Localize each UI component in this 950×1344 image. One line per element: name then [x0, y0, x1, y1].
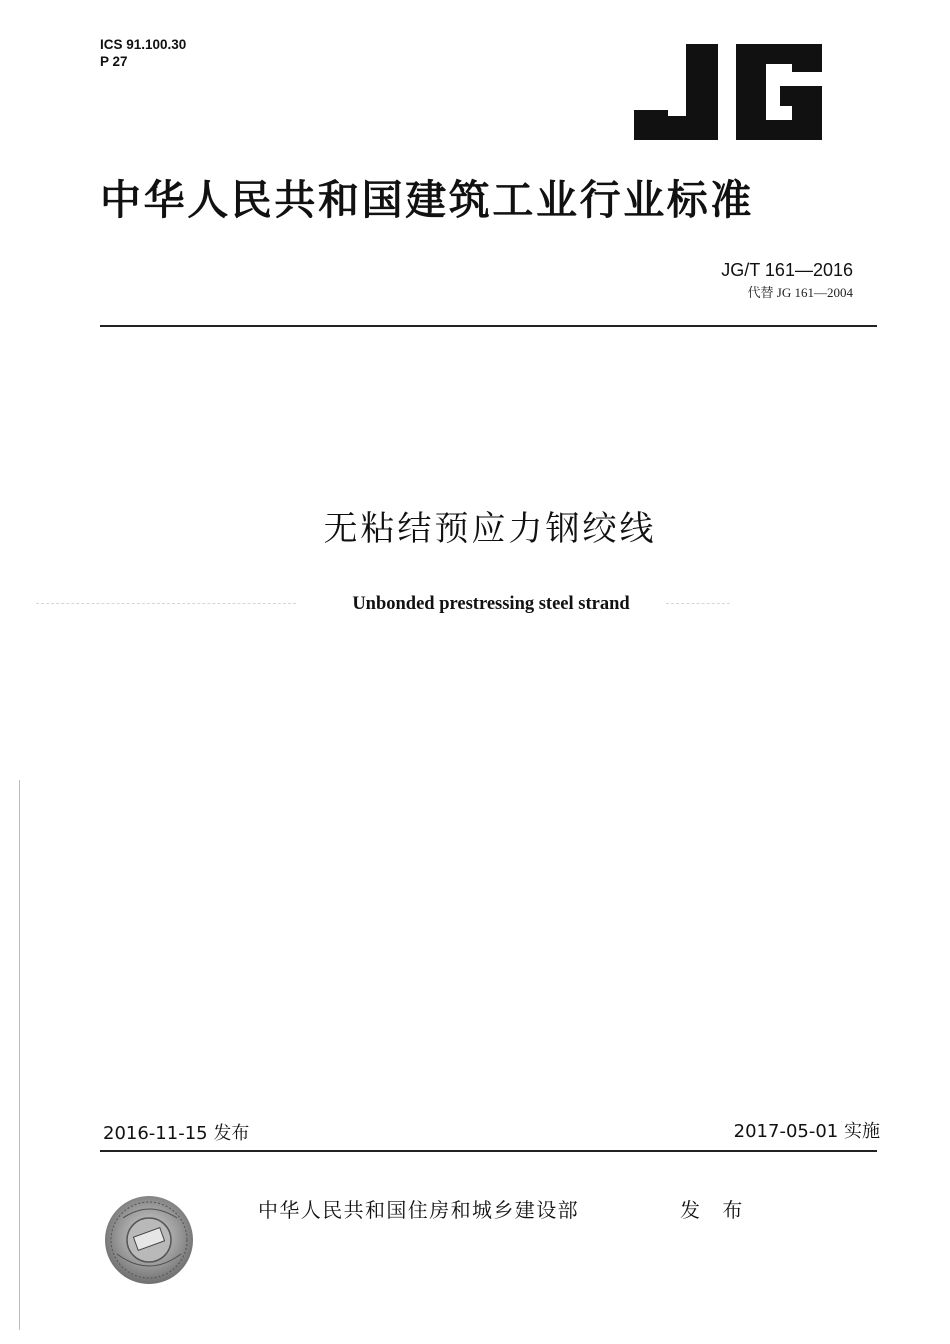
publish-action-label: 发 布	[680, 1198, 751, 1222]
standard-number: JG/T 161—2016	[721, 260, 853, 280]
ccs-code: P 27	[100, 54, 128, 69]
scan-page-edge	[19, 780, 20, 1330]
replaces-standard: 代替 JG 161—2004	[747, 285, 853, 300]
publisher-name: 中华人民共和国住房和城乡建设部	[258, 1198, 579, 1222]
header-divider	[100, 325, 877, 327]
seal-icon	[103, 1194, 195, 1286]
implementation-date: 2017-05-01 实施	[733, 1121, 880, 1142]
jg-logo	[634, 44, 824, 140]
ics-code: ICS 91.100.30	[100, 37, 187, 52]
classification-codes	[100, 36, 186, 70]
issue-date: 2016-11-15 发布	[103, 1123, 250, 1144]
jg-logo-graphic	[634, 44, 824, 140]
certification-seal	[103, 1194, 195, 1286]
document-title-english: Unbonded prestressing steel strand	[352, 594, 630, 614]
footer-divider	[100, 1150, 877, 1152]
standard-category-title: 中华人民共和国建筑工业行业标准	[100, 176, 754, 224]
document-title-chinese: 无粘结预应力钢绞线	[323, 509, 657, 549]
